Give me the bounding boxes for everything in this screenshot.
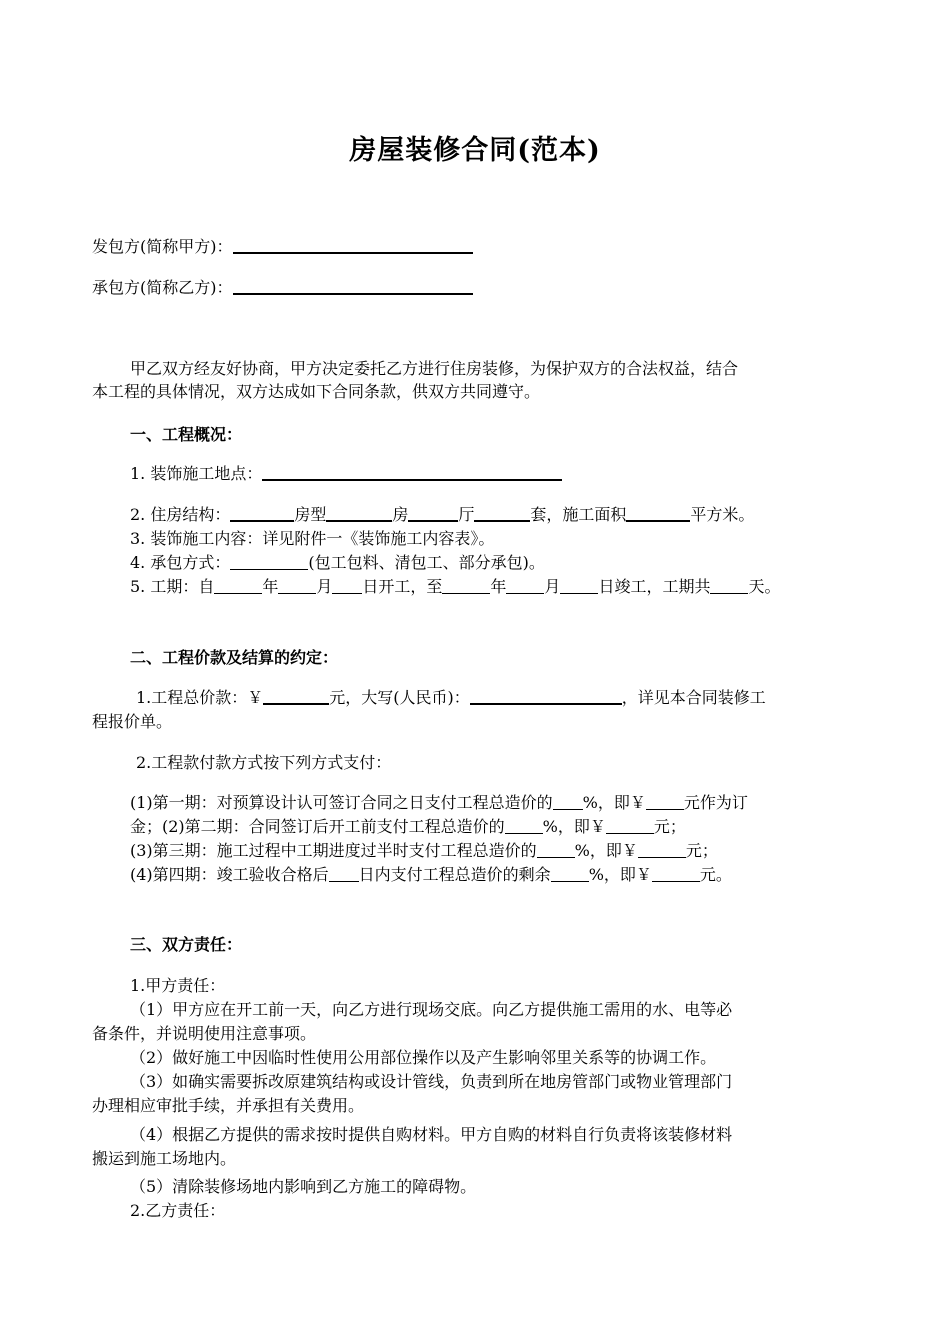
party-a-label: 发包方(简称甲方)： [92, 237, 233, 256]
payment-4-line [130, 864, 732, 886]
item-2-text-f: 平方米。 [690, 505, 755, 524]
payment-1-amount-blank[interactable] [646, 793, 684, 810]
duty-4-line-1: （4）根据乙方提供的需求按时提供自购材料。甲方自购的材料自行负责将该装修材料 [130, 1125, 733, 1144]
payment-1-text: (1)第一期：对预算设计认可签订合同之日支付工程总造价的 [130, 793, 553, 812]
item-1-line [130, 463, 562, 485]
start-month-blank[interactable] [278, 577, 316, 594]
start-day-blank[interactable] [332, 577, 362, 594]
item-5-text-f: 月 [544, 577, 561, 596]
structure-blank-2[interactable] [326, 504, 392, 522]
total-price-blank[interactable] [263, 687, 329, 705]
payment-1-text-c: 元作为订 [683, 793, 748, 812]
duty-3-line-1: （3）如确实需要拆改原建筑结构或设计管线，负责到所在地房管部门或物业管理部门 [130, 1072, 733, 1091]
price-line-2: 程报价单。 [92, 712, 173, 731]
price-line [136, 687, 766, 709]
item-2-text-e: 套，施工面积 [530, 505, 627, 524]
payment-4-text-d: 元。 [699, 865, 732, 884]
party-b-line [92, 277, 473, 299]
item-2-line [130, 504, 754, 526]
end-day-blank[interactable] [560, 577, 598, 594]
item-2-text-c: 房 [392, 505, 409, 524]
item-3-line: 3. 装饰施工内容：详见附件一《装饰施工内容表》。 [130, 529, 495, 548]
intro-line-1: 甲乙双方经友好协商，甲方决定委托乙方进行住房装修，为保护双方的合法权益，结合 [130, 359, 739, 378]
structure-blank-4[interactable] [474, 504, 530, 522]
item-5-line [130, 576, 780, 598]
payment-4-text-c: %，即￥ [588, 865, 652, 884]
payment-4-percent-blank[interactable] [551, 865, 589, 882]
contract-mode-blank[interactable] [230, 553, 308, 570]
item-2-text-d: 厅 [458, 505, 475, 524]
structure-blank-3[interactable] [408, 504, 458, 522]
site-blank[interactable] [262, 463, 562, 481]
payment-3-amount-blank[interactable] [638, 841, 686, 858]
payment-1-text-b: %，即￥ [582, 793, 646, 812]
price-label: 1.工程总价款：￥ [136, 688, 264, 707]
duty-1-line-2: 备条件，并说明使用注意事项。 [92, 1024, 317, 1043]
payment-1-line [130, 792, 748, 814]
duty-3-line-2: 办理相应审批手续，并承担有关费用。 [92, 1096, 365, 1115]
intro-line-2: 本工程的具体情况，双方达成如下合同条款，供双方共同遵守。 [92, 382, 541, 401]
payment-2-text-b: %，即￥ [542, 817, 606, 836]
payment-3-line [130, 840, 718, 862]
area-blank[interactable] [626, 504, 690, 522]
price-text-c: ，详见本合同装修工 [621, 688, 766, 707]
price-text-b: 元，大写(人民币)： [329, 688, 470, 707]
start-year-blank[interactable] [214, 577, 262, 594]
payment-4-text-b: 日内支付工程总造价的剩余 [358, 865, 551, 884]
party-a-duty-title: 1.甲方责任： [130, 976, 226, 995]
price-words-blank[interactable] [470, 687, 622, 705]
party-b-blank[interactable] [233, 277, 473, 295]
document-title: 房屋装修合同(范本) [349, 135, 601, 166]
payment-2-amount-blank[interactable] [606, 817, 654, 834]
duty-5-line: （5）清除装修场地内影响到乙方施工的障碍物。 [130, 1177, 477, 1196]
duty-4-line-2: 搬运到施工场地内。 [92, 1149, 237, 1168]
duty-1-line-1: （1）甲方应在开工前一天，向乙方进行现场交底。向乙方提供施工需用的水、电等必 [130, 1000, 733, 1019]
payment-2-text: 金；(2)第二期：合同签订后开工前支付工程总造价的 [130, 817, 505, 836]
party-a-line [92, 236, 473, 258]
payment-4-amount-blank[interactable] [652, 865, 700, 882]
item-4-label: 4. 承包方式： [130, 553, 231, 572]
item-5-text-g: 日竣工，工期共 [598, 577, 711, 596]
payment-2-text-c: 元； [653, 817, 686, 836]
duty-2-line: （2）做好施工中因临时性使用公用部位操作以及产生影响邻里关系等的协调工作。 [130, 1048, 717, 1067]
structure-blank-1[interactable] [230, 504, 294, 522]
section-3-heading: 三、双方责任： [130, 935, 243, 954]
item-5-text-e: 年 [490, 577, 507, 596]
payment-3-text-c: 元； [685, 841, 718, 860]
party-b-duty-title: 2.乙方责任： [130, 1201, 226, 1220]
item-5-text-c: 月 [316, 577, 333, 596]
payment-method-line: 2.工程款付款方式按下列方式支付： [136, 753, 392, 772]
item-4-line [130, 552, 545, 574]
section-2-heading: 二、工程价款及结算的约定： [130, 648, 339, 667]
payment-4-text: (4)第四期：竣工验收合格后 [130, 865, 329, 884]
party-a-blank[interactable] [233, 236, 473, 254]
payment-2-percent-blank[interactable] [505, 817, 543, 834]
payment-2-line [130, 816, 686, 838]
payment-4-days-blank[interactable] [329, 865, 359, 882]
payment-1-percent-blank[interactable] [553, 793, 583, 810]
payment-3-percent-blank[interactable] [537, 841, 575, 858]
party-b-label: 承包方(简称乙方)： [92, 278, 233, 297]
duration-blank[interactable] [710, 577, 748, 594]
end-month-blank[interactable] [506, 577, 544, 594]
item-4-text-b: (包工包料、清包工、部分承包)。 [308, 553, 545, 572]
item-5-text-b: 年 [262, 577, 279, 596]
end-year-blank[interactable] [442, 577, 490, 594]
item-5-label: 5. 工期：自 [130, 577, 215, 596]
section-1-heading: 一、工程概况： [130, 425, 243, 444]
payment-3-text: (3)第三期：施工过程中工期进度过半时支付工程总造价的 [130, 841, 537, 860]
item-1-label: 1. 装饰施工地点： [130, 464, 263, 483]
item-5-text-d: 日开工，至 [362, 577, 443, 596]
payment-3-text-b: %，即￥ [574, 841, 638, 860]
item-5-text-h: 天。 [748, 577, 781, 596]
item-2-label: 2. 住房结构： [130, 505, 231, 524]
item-2-text-b: 房型 [294, 505, 327, 524]
